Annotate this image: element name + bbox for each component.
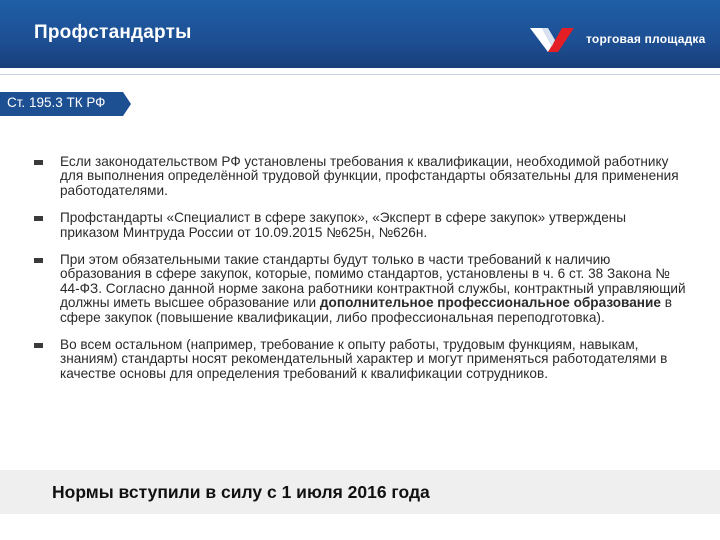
- page-title: Профстандарты: [34, 22, 192, 43]
- list-item: [34, 338, 686, 381]
- bullet-icon: [34, 258, 43, 263]
- content-list: [34, 155, 686, 394]
- list-item: [34, 211, 686, 240]
- list-item-text-continued: в сфере закупок (повышение квалификации, либо профессиональная переподготовка).: [60, 295, 672, 325]
- tp-logo-icon: [528, 22, 582, 56]
- list-item: [34, 253, 686, 325]
- footer-statement: Нормы вступили в силу с 1 июля 2016 года: [52, 482, 430, 502]
- list-item-text: Если законодательством РФ установлены требования к квалификации, необходимой работнику для выполнения определённой трудовой функции, профстандарты обязательны для применения работодателями.: [60, 154, 679, 198]
- list-item-emphasis: дополнительное профессиональное образование: [319, 295, 661, 311]
- list-item-text: При этом обязательными такие стандарты будут только в части требований к наличию образования в сфере закупок, которые, помимо стандартов, установлены в ч. 6 ст. 38 Закона № 44-ФЗ. Согласно данной норме закона работники контрактной службы, контрактный управляющий должны иметь высшее образование или: [60, 252, 686, 311]
- bullet-icon: [34, 216, 43, 221]
- list-item: [34, 155, 686, 198]
- article-tag-label: Ст. 195.3 ТК РФ: [7, 95, 106, 110]
- bullet-icon: [34, 343, 43, 348]
- bullet-icon: [34, 160, 43, 165]
- header-bar: [0, 0, 720, 68]
- divider: [0, 74, 720, 75]
- article-tag: [0, 92, 131, 116]
- list-item-text: Профстандарты «Специалист в сфере закупок», «Эксперт в сфере закупок» утверждены приказом Минтруда России от 10.09.2015 №625н, №626н.: [60, 210, 627, 240]
- logo-text: торговая площадка: [586, 32, 706, 46]
- logo: [528, 22, 708, 58]
- footer-band: [0, 470, 720, 514]
- list-item-text: Во всем остальном (например, требование к опыту работы, трудовым функциям, навыкам, знаниям) стандарты носят рекомендательный характер и могут применяться работодателями в качестве основы для определения требований к квалификации сотрудников.: [60, 337, 668, 381]
